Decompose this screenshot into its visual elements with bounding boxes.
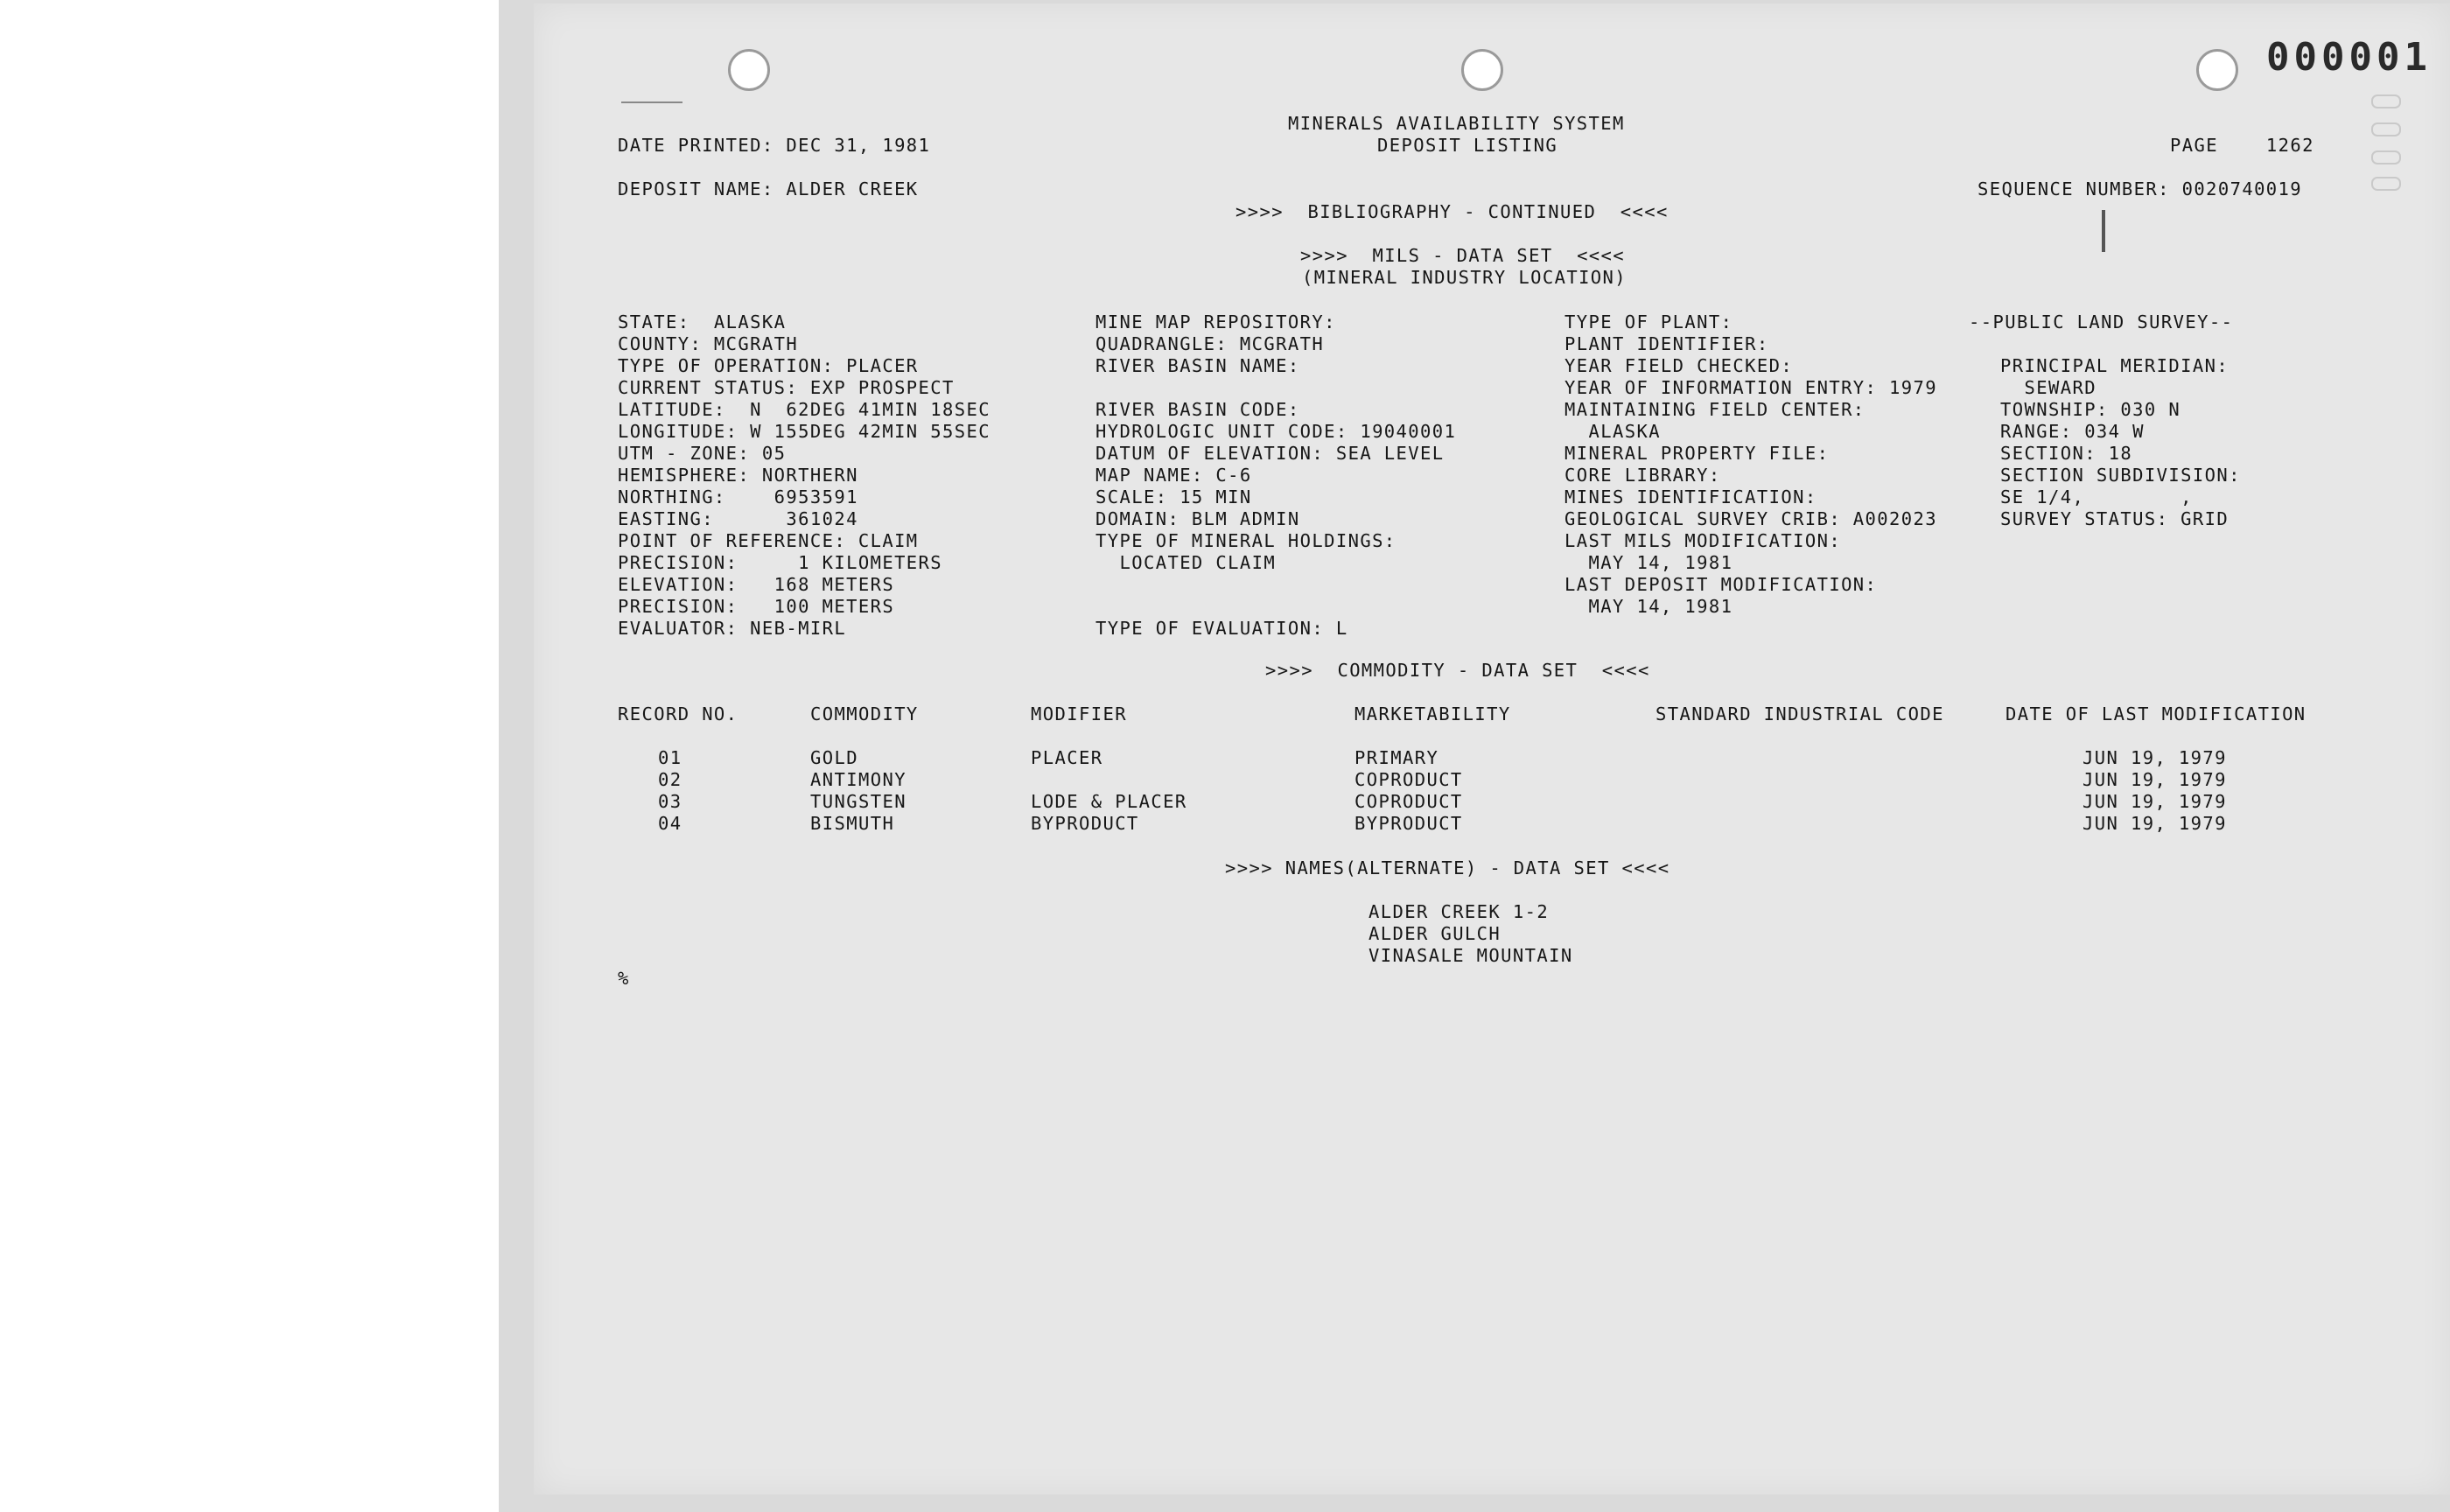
mils-field: GEOLOGICAL SURVEY CRIB: A002023 [1564,508,1938,529]
cell-date: JUN 19, 1979 [2082,813,2227,834]
mils-field: CORE LIBRARY: [1564,465,1721,486]
mils-field: SECTION SUBDIVISION: [2000,465,2241,486]
mils-field: PRINCIPAL MERIDIAN: [2000,355,2230,376]
table-header-marketability: MARKETABILITY [1354,704,1511,724]
listing-title: DEPOSIT LISTING [1377,135,1558,156]
mils-field: MAINTAINING FIELD CENTER: [1564,399,1866,420]
margin-mark [2371,150,2401,164]
mils-field: TYPE OF MINERAL HOLDINGS: [1096,530,1396,551]
cell-commodity: ANTIMONY [810,769,906,790]
pen-stroke [2102,210,2105,252]
mils-field: POINT OF REFERENCE: CLAIM [618,530,919,551]
table-row [534,769,2371,791]
cell-commodity: GOLD [810,747,858,768]
cell-marketability: PRIMARY [1354,747,1439,768]
cell-modifier: PLACER [1031,747,1103,768]
cell-commodity: TUNGSTEN [810,791,906,812]
mils-field: ALASKA [1564,421,1661,442]
mils-field: LOCATED CLAIM [1096,552,1277,573]
document-page [534,4,2450,1494]
table-row [534,747,2371,769]
mils-field: CURRENT STATUS: EXP PROSPECT [618,377,955,398]
mils-field: LAST DEPOSIT MODIFICATION: [1564,574,1878,595]
table-header-modifier: MODIFIER [1031,704,1127,724]
table-header-sic: STANDARD INDUSTRIAL CODE [1656,704,1944,724]
mils-field: MAP NAME: C-6 [1096,465,1252,486]
page-stamp-number: 000001 [2266,35,2432,80]
mils-field: RANGE: 034 W [2000,421,2145,442]
mils-field: RIVER BASIN CODE: [1096,399,1300,420]
cell-marketability: COPRODUCT [1354,791,1463,812]
cell-record: 03 [658,791,682,812]
mils-field: SE 1/4, , [2000,486,2193,508]
mils-field: YEAR OF INFORMATION ENTRY: 1979 [1564,377,1938,398]
alternate-name: ALDER GULCH [1368,923,1502,944]
mils-field: PLANT IDENTIFIER: [1564,333,1769,354]
mils-field: SCALE: 15 MIN [1096,486,1252,508]
cell-record: 01 [658,747,682,768]
mils-field: PRECISION: 1 KILOMETERS [618,552,943,573]
cell-commodity: BISMUTH [810,813,895,834]
mils-field: COUNTY: MCGRATH [618,333,799,354]
mils-field: EVALUATOR: NEB-MIRL [618,618,847,639]
mils-field: UTM - ZONE: 05 [618,443,787,464]
end-of-record-mark: % [618,968,630,989]
mils-field: SECTION: 18 [2000,443,2133,464]
mils-field: HYDROLOGIC UNIT CODE: 19040001 [1096,421,1457,442]
page-number: PAGE 1262 [2170,135,2314,156]
cell-marketability: BYPRODUCT [1354,813,1463,834]
mils-field: TYPE OF EVALUATION: L [1096,618,1348,639]
mils-field: LATITUDE: N 62DEG 41MIN 18SEC [618,399,991,420]
mils-field: TOWNSHIP: 030 N [2000,399,2181,420]
mils-field: RIVER BASIN NAME: [1096,355,1300,376]
mils-field: DATUM OF ELEVATION: SEA LEVEL [1096,443,1445,464]
mils-field: HEMISPHERE: NORTHERN [618,465,858,486]
sequence-number: SEQUENCE NUMBER: 0020740019 [1978,178,2303,200]
mils-field: TYPE OF PLANT: [1564,312,1733,332]
cell-date: JUN 19, 1979 [2082,769,2227,790]
mils-field: DOMAIN: BLM ADMIN [1096,508,1300,529]
cell-marketability: COPRODUCT [1354,769,1463,790]
mils-field: LONGITUDE: W 155DEG 42MIN 55SEC [618,421,991,442]
cell-record: 04 [658,813,682,834]
punch-hole-left [728,49,770,91]
section-title-mils: >>>> MILS - DATA SET <<<< [1300,245,1626,266]
mils-field: SEWARD [2000,377,2096,398]
margin-mark [2371,94,2401,108]
mils-field: ELEVATION: 168 METERS [618,574,895,595]
section-title-bibliography: >>>> BIBLIOGRAPHY - CONTINUED <<<< [1236,201,1669,222]
punch-hole-right [2196,49,2238,91]
margin-mark [2371,122,2401,136]
cell-modifier: BYPRODUCT [1031,813,1139,834]
mils-field: MAY 14, 1981 [1564,552,1733,573]
alternate-name: VINASALE MOUNTAIN [1368,945,1573,966]
mils-field: MAY 14, 1981 [1564,596,1733,617]
public-land-survey-heading: --PUBLIC LAND SURVEY-- [1969,312,2234,332]
system-title: MINERALS AVAILABILITY SYSTEM [1288,113,1625,134]
mils-field: EASTING: 361024 [618,508,858,529]
mils-field: SURVEY STATUS: GRID [2000,508,2230,529]
mils-field: NORTHING: 6953591 [618,486,858,508]
section-title-names: >>>> NAMES(ALTERNATE) - DATA SET <<<< [1225,858,1670,878]
cell-date: JUN 19, 1979 [2082,791,2227,812]
punch-hole-center [1461,49,1503,91]
mils-field: TYPE OF OPERATION: PLACER [618,355,919,376]
mils-field: MINE MAP REPOSITORY: [1096,312,1336,332]
table-header-date: DATE OF LAST MODIFICATION [2006,704,2306,724]
pen-stroke [621,102,682,103]
section-title-commodity: >>>> COMMODITY - DATA SET <<<< [1265,660,1650,681]
cell-date: JUN 19, 1979 [2082,747,2227,768]
section-subtitle-mils: (MINERAL INDUSTRY LOCATION) [1302,267,1628,288]
date-printed: DATE PRINTED: DEC 31, 1981 [618,135,931,156]
alternate-name: ALDER CREEK 1-2 [1368,901,1550,922]
mils-field: PRECISION: 100 METERS [618,596,895,617]
cell-modifier: LODE & PLACER [1031,791,1187,812]
mils-field: STATE: ALASKA [618,312,787,332]
mils-field: MINERAL PROPERTY FILE: [1564,443,1830,464]
mils-field: LAST MILS MODIFICATION: [1564,530,1842,551]
table-header-commodity: COMMODITY [810,704,919,724]
cell-record: 02 [658,769,682,790]
mils-field: YEAR FIELD CHECKED: [1564,355,1794,376]
margin-mark [2371,177,2401,191]
deposit-name: DEPOSIT NAME: ALDER CREEK [618,178,919,200]
mils-field: MINES IDENTIFICATION: [1564,486,1817,508]
table-row [534,813,2371,835]
table-row [534,791,2371,813]
table-header-record: RECORD NO. [618,704,738,724]
mils-field: QUADRANGLE: MCGRATH [1096,333,1325,354]
